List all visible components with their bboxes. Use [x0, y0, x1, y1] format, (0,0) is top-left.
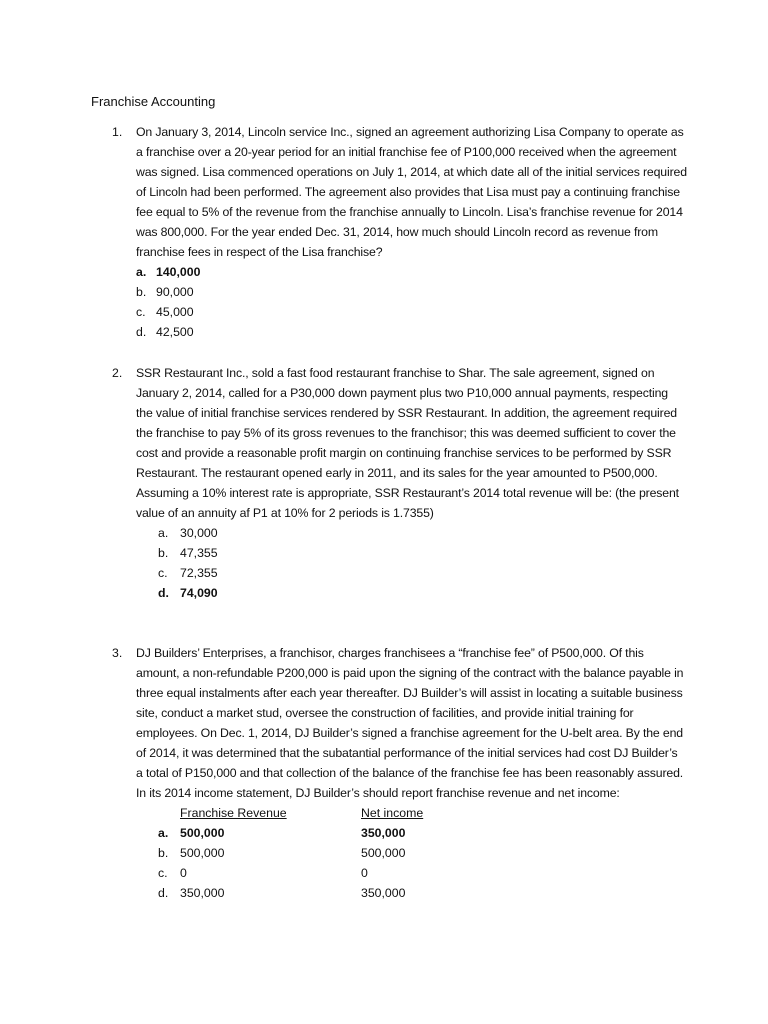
option-letter: a. — [158, 526, 169, 540]
option-d — [158, 883, 687, 903]
answer-options — [136, 262, 687, 342]
option-value-2: 500,000 — [361, 846, 406, 860]
option-value-2: 350,000 — [361, 886, 406, 900]
question-text: DJ Builders’ Enterprises, a franchisor, charges franchisees a “franchise fee” of P500,000. Of this amount, a non-refundable P200,000 is paid upon the signing of the contract with the balance payable in three equal instalments after each year thereafter. DJ Builder’s will assist in locating a suitable business site, conduct a market stud, oversee the construction of facilities, and provide initial training for employees. On Dec. 1, 2014, DJ Builder’s signed a franchise agreement for the U-belt area. By the end of 2014, it was determined that the subatantial performance of the initial services had cost DJ Builder’s a total of P150,000 and that collection of the balance of the franchise fee has been reasonably assured. In its 2014 income statement, DJ Builder’s should report franchise revenue and net income: — [136, 646, 684, 800]
option-a — [136, 262, 687, 282]
option-value: 72,355 — [180, 566, 218, 580]
option-letter: c. — [136, 305, 146, 319]
option-value-2: 0 — [361, 866, 368, 880]
option-c — [136, 302, 687, 322]
question-2 — [112, 363, 687, 603]
option-value-2: 350,000 — [361, 826, 406, 840]
answer-options — [158, 523, 687, 603]
option-value: 0 — [180, 866, 187, 880]
option-letter: d. — [136, 325, 147, 339]
option-letter: c. — [158, 866, 168, 880]
header-net-income: Net income — [361, 806, 424, 820]
option-value: 500,000 — [180, 846, 225, 860]
option-b — [158, 843, 687, 863]
option-value: 90,000 — [156, 285, 194, 299]
option-letter: c. — [158, 566, 168, 580]
option-letter: b. — [136, 285, 147, 299]
option-c — [158, 563, 687, 583]
option-letter: a. — [136, 265, 147, 279]
option-letter: b. — [158, 846, 169, 860]
option-value: 74,090 — [180, 586, 218, 600]
answer-table — [158, 803, 687, 903]
option-a — [158, 823, 687, 843]
answer-table-header — [158, 803, 687, 823]
question-number: 3. — [112, 646, 123, 660]
option-letter: a. — [158, 826, 169, 840]
question-3 — [112, 643, 687, 903]
option-value: 350,000 — [180, 886, 225, 900]
option-value: 42,500 — [156, 325, 194, 339]
option-b — [136, 282, 687, 302]
option-letter: d. — [158, 586, 169, 600]
question-text: On January 3, 2014, Lincoln service Inc., signed an agreement authorizing Lisa Company to operate as a franchise over a 20-year period for an initial franchise fee of P100,000 received when the agreement was signed. Lisa commenced operations on July 1, 2014, at which date all of the initial services required of Lincoln had been performed. The agreement also provides that Lisa must pay a continuing franchise fee equal to 5% of the revenue from the franchise annually to Lincoln. Lisa’s franchise revenue for 2014 was 800,000. For the year ended Dec. 31, 2014, how much should Lincoln record as revenue from franchise fees in respect of the Lisa franchise? — [136, 125, 687, 259]
option-b — [158, 543, 687, 563]
option-value: 30,000 — [180, 526, 218, 540]
option-value: 45,000 — [156, 305, 194, 319]
option-value: 500,000 — [180, 826, 225, 840]
option-d — [158, 583, 687, 603]
option-a — [158, 523, 687, 543]
option-value: 47,355 — [180, 546, 218, 560]
question-text: SSR Restaurant Inc., sold a fast food restaurant franchise to Shar. The sale agreement, signed on January 2, 2014, called for a P30,000 down payment plus two P10,000 annual payments, respecting the value of initial franchise services rendered by SSR Restaurant. In addition, the agreement required the franchise to pay 5% of its gross revenues to the franchisor; this was deemed sufficient to cover the cost and provide a reasonable profit margin on continuing franchise services to be performed by SSR Restaurant. The restaurant opened early in 2011, and its sales for the year amounted to P500,000. Assuming a 10% interest rate is appropriate, SSR Restaurant’s 2014 total revenue will be: (the present value of an annuity af P1 at 10% for 2 periods is 1.7355) — [136, 366, 679, 520]
option-value: 140,000 — [156, 265, 201, 279]
header-franchise-revenue: Franchise Revenue — [180, 806, 287, 820]
option-letter: d. — [158, 886, 169, 900]
document-title: Franchise Accounting — [91, 94, 216, 109]
option-letter: b. — [158, 546, 169, 560]
question-number: 2. — [112, 366, 123, 380]
option-d — [136, 322, 687, 342]
question-number: 1. — [112, 125, 123, 139]
option-c — [158, 863, 687, 883]
question-1 — [112, 122, 687, 342]
